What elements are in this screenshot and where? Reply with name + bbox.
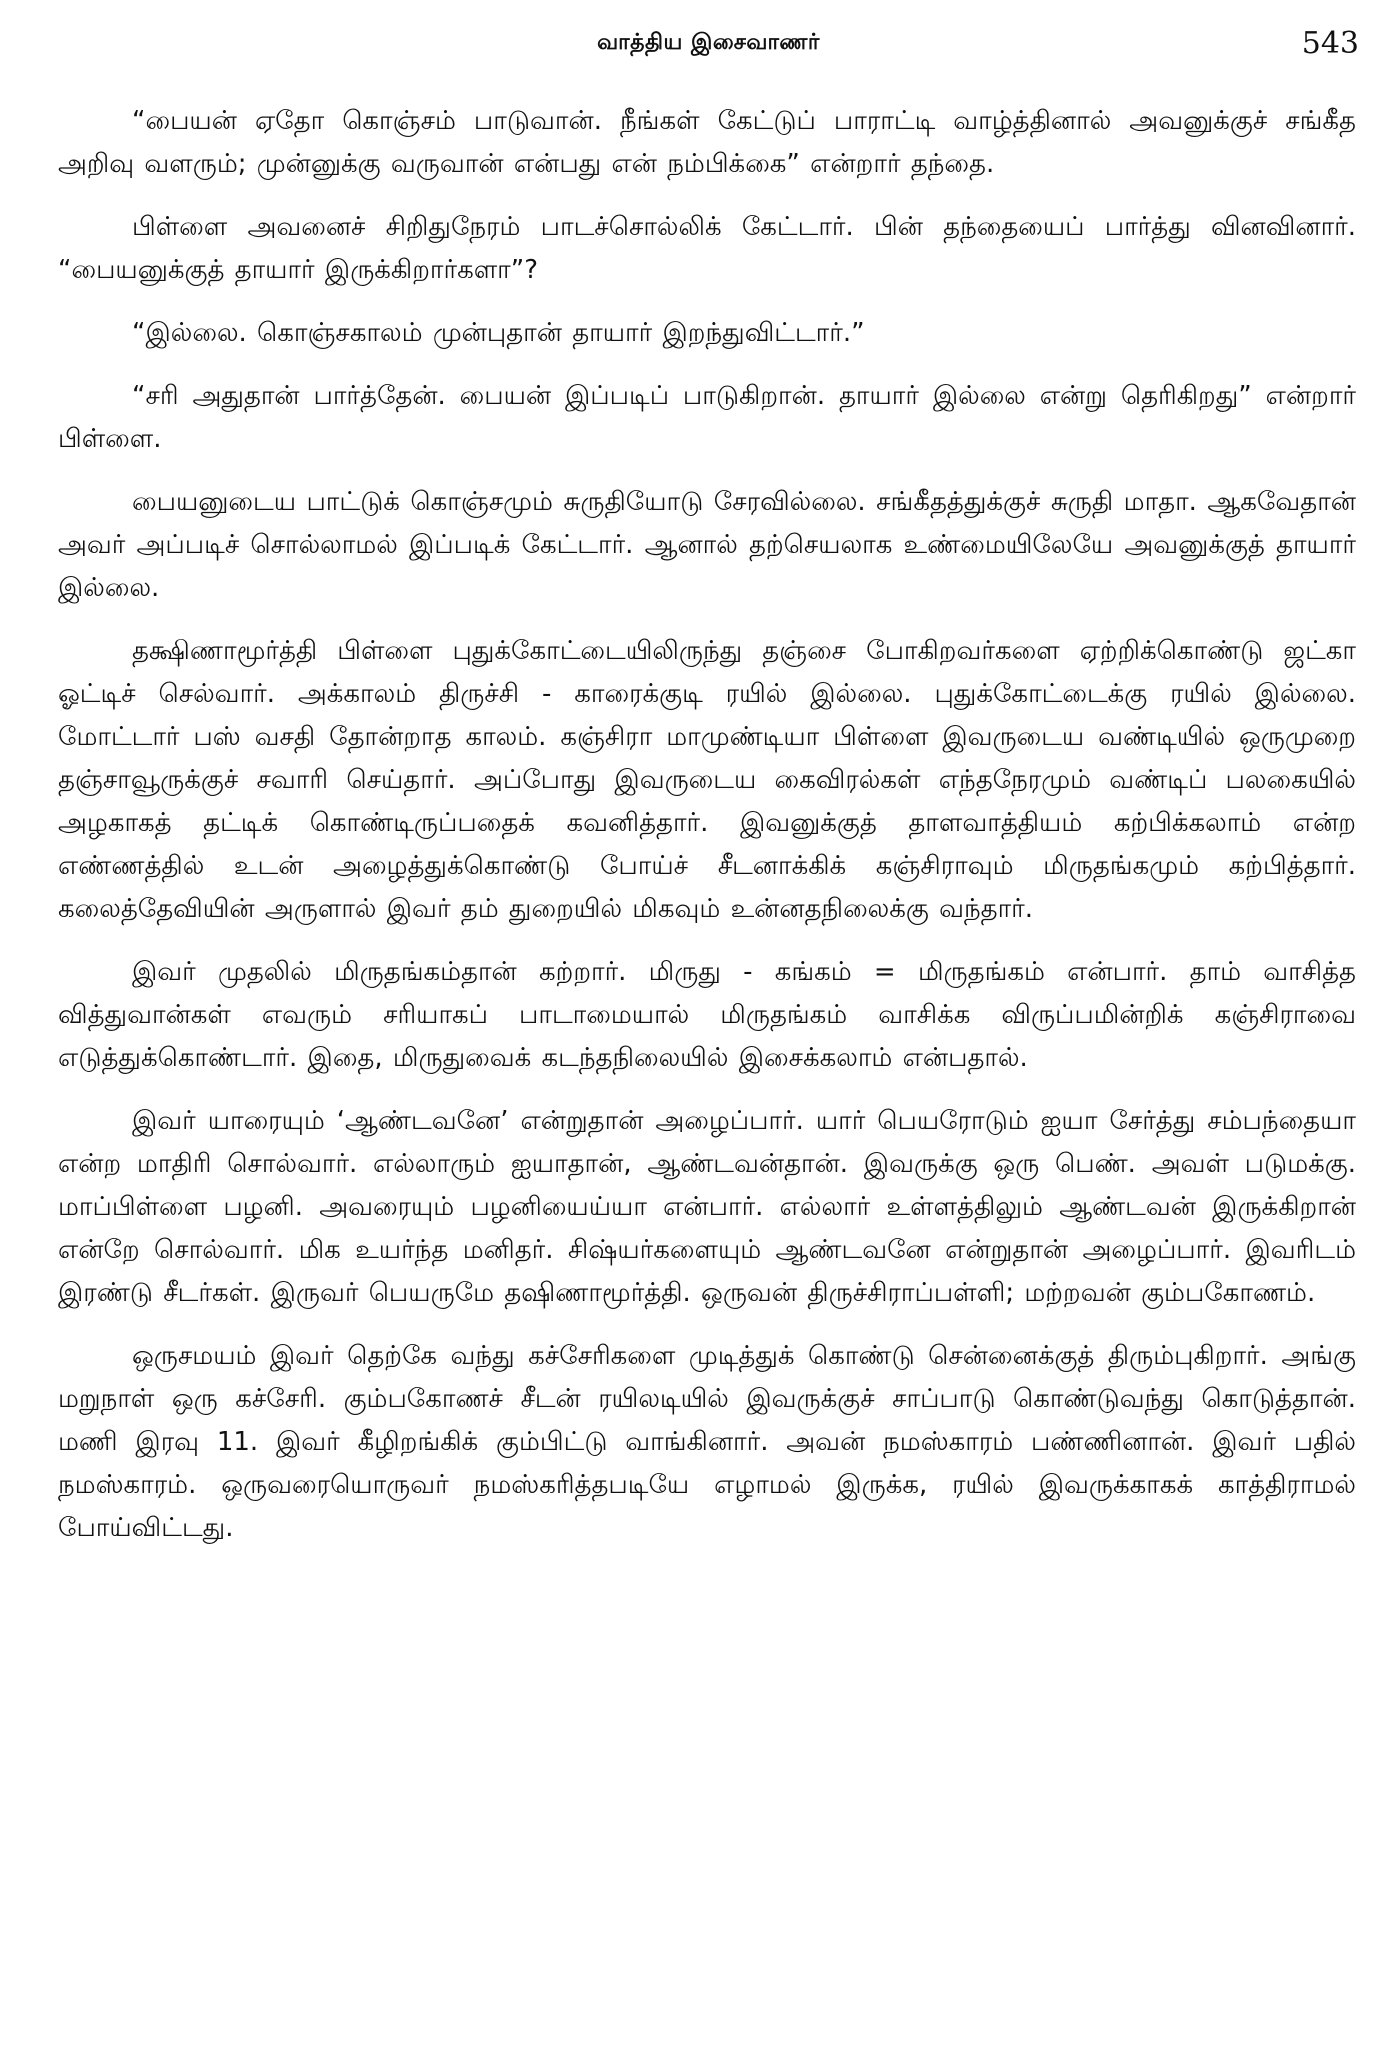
paragraph-8: இவர் யாரையும் ‘ஆண்டவனே’ என்றுதான் அழைப்பார். யார் பெயரோடும் ஐயா சேர்த்து சம்பந்தையா என்ற மாதிரி சொல்வார். எல்லாரும் ஐயாதான், ஆண்டவன்தான். இவருக்கு ஒரு பெண். அவள் படுமக்கு. மாப்பிள்ளை பழனி. அவரையும் பழனியைய்யா என்பார். எல்லார் உள்ளத்திலும் ஆண்டவன் இருக்கிறான் என்றே சொல்வார். மிக உயர்ந்த மனிதர். சிஷ்யர்களையும் ஆண்டவனே என்றுதான் அழைப்பார். இவரிடம் இரண்டு சீடர்கள். இருவர் பெயருமே தஷிணாமூர்த்தி. ஒருவன் திருச்சிராப்பள்ளி; மற்றவன் கும்பகோணம்.	[58, 1106, 1356, 1308]
running-header	[58, 24, 1359, 76]
paragraph-1: “பையன் ஏதோ கொஞ்சம் பாடுவான். நீங்கள் கேட்டுப் பாராட்டி வாழ்த்தினால் அவனுக்குச் சங்கீத அறிவு வளரும்; முன்னுக்கு வருவான் என்பது என் நம்பிக்கை” என்றார் தந்தை.	[58, 106, 1356, 179]
paragraph-5: பையனுடைய பாட்டுக் கொஞ்சமும் சுருதியோடு சேரவில்லை. சங்கீதத்துக்குச் சுருதி மாதா. ஆகவேதான் அவர் அப்படிச் சொல்லாமல் இப்படிக் கேட்டார். ஆனால் தற்செயலாக உண்மையிலேயே அவனுக்குத் தாயார் இல்லை.	[58, 487, 1356, 603]
paragraph-2: பிள்ளை அவனைச் சிறிதுநேரம் பாடச்சொல்லிக் கேட்டார். பின் தந்தையைப் பார்த்து வினவினார். “பையனுக்குத் தாயார் இருக்கிறார்களா”?	[58, 212, 1356, 285]
running-title: வாத்திய இசைவாணர்	[597, 30, 820, 55]
paragraph-6: தக்ஷிணாமூர்த்தி பிள்ளை புதுக்கோட்டையிலிருந்து தஞ்சை போகிறவர்களை ஏற்றிக்கொண்டு ஜட்கா ஓட்டிச் செல்வார். அக்காலம் திருச்சி - காரைக்குடி ரயில் இல்லை. புதுக்கோட்டைக்கு ரயில் இல்லை. மோட்டார் பஸ் வசதி தோன்றாத காலம். கஞ்சிரா மாமுண்டியா பிள்ளை இவருடைய வண்டியில் ஒருமுறை தஞ்சாவூருக்குச் சவாரி செய்தார். அப்போது இவருடைய கைவிரல்கள் எந்தநேரமும் வண்டிப் பலகையில் அழகாகத் தட்டிக் கொண்டிருப்பதைக் கவனித்தார். இவனுக்குத் தாளவாத்தியம் கற்பிக்கலாம் என்ற எண்ணத்தில் உடன் அழைத்துக்கொண்டு போய்ச் சீடனாக்கிக் கஞ்சிராவும் மிருதங்கமும் கற்பித்தார். கலைத்தேவியின் அருளால் இவர் தம் துறையில் மிகவும் உன்னதநிலைக்கு வந்தார்.	[58, 636, 1356, 924]
body-text	[58, 100, 1356, 1550]
paragraph-4: “சரி அதுதான் பார்த்தேன். பையன் இப்படிப் பாடுகிறான். தாயார் இல்லை என்று தெரிகிறது” என்றார் பிள்ளை.	[58, 381, 1356, 454]
paragraph-7: இவர் முதலில் மிருதங்கம்தான் கற்றார். மிருது - கங்கம் = மிருதங்கம் என்பார். தாம் வாசித்த வித்துவான்கள் எவரும் சரியாகப் பாடாமையால் மிருதங்கம் வாசிக்க விருப்பமின்றிக் கஞ்சிராவை எடுத்துக்கொண்டார். இதை, மிருதுவைக் கடந்தநிலையில் இசைக்கலாம் என்பதால்.	[58, 957, 1356, 1073]
paragraph-9: ஒருசமயம் இவர் தெற்கே வந்து கச்சேரிகளை முடித்துக் கொண்டு சென்னைக்குத் திரும்புகிறார். அங்கு மறுநாள் ஒரு கச்சேரி. கும்பகோணச் சீடன் ரயிலடியில் இவருக்குச் சாப்பாடு கொண்டுவந்து கொடுத்தான். மணி இரவு 11. இவர் கீழிறங்கிக் கும்பிட்டு வாங்கினார். அவன் நமஸ்காரம் பண்ணினான். இவர் பதில் நமஸ்காரம். ஒருவரையொருவர் நமஸ்கரித்தபடியே எழாமல் இருக்க, ரயில் இவருக்காகக் காத்திராமல் போய்விட்டது.	[58, 1341, 1356, 1543]
page-number: 543	[1301, 26, 1359, 61]
paragraph-3: “இல்லை. கொஞ்சகாலம் முன்புதான் தாயார் இறந்துவிட்டார்.”	[132, 318, 865, 348]
